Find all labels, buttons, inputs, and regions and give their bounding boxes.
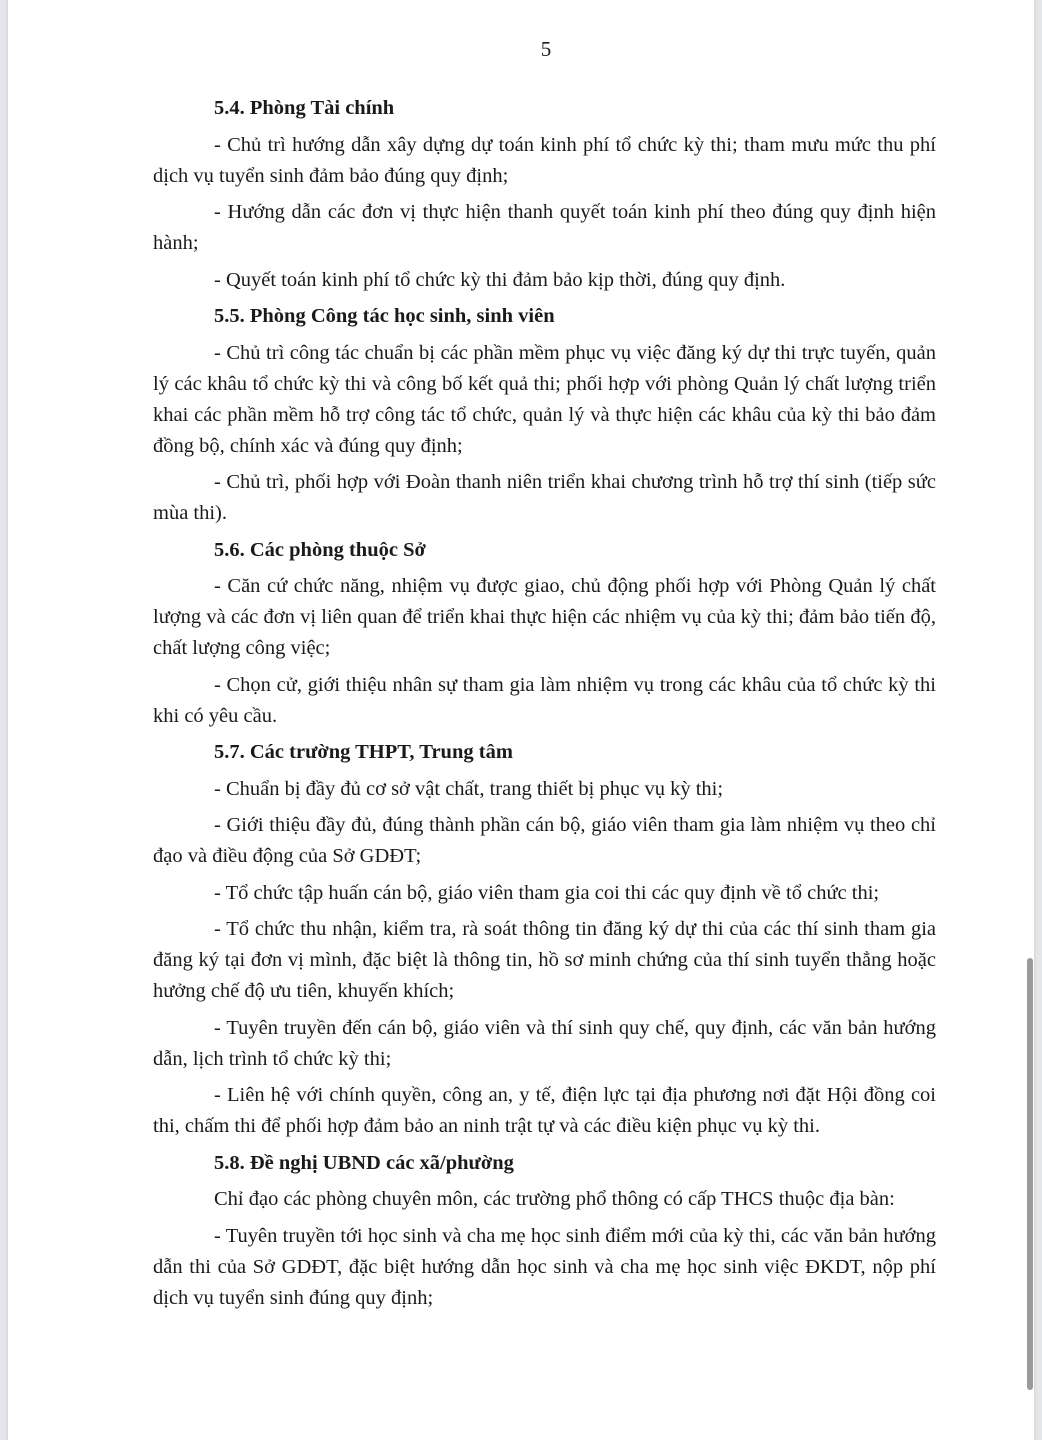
paragraph: - Chủ trì công tác chuẩn bị các phần mềm phục vụ việc đăng ký dự thi trực tuyến, quản lý các khâu tổ chức kỳ thi và công bố kết quả thi; phối hợp với phòng Quản lý chất lượng triển khai các phần mềm hỗ trợ công tác tổ chức, quản lý và thực hiện các khâu của kỳ thi bảo đảm đồng bộ, chính xác và đúng quy định;: [153, 341, 936, 457]
paragraph: - Chủ trì, phối hợp với Đoàn thanh niên triển khai chương trình hỗ trợ thí sinh (tiếp sức mùa thi).: [153, 471, 936, 524]
paragraph: - Tuyên truyền tới học sinh và cha mẹ học sinh điểm mới của kỳ thi, các văn bản hướng dẫn thi của Sở GDĐT, đặc biệt hướng dẫn học sinh và cha mẹ học sinh việc ĐKDT, nộp phí dịch vụ tuyển sinh đúng quy định;: [153, 1224, 936, 1309]
section-5-8: [153, 1148, 936, 1314]
scrollbar-thumb[interactable]: [1027, 958, 1033, 1390]
section-5-4: [153, 93, 936, 296]
paragraph: - Chọn cử, giới thiệu nhân sự tham gia làm nhiệm vụ trong các khâu của tổ chức kỳ thi khi có yêu cầu.: [153, 673, 936, 727]
paragraph: - Tổ chức tập huấn cán bộ, giáo viên tham gia coi thi các quy định về tổ chức thi;: [214, 881, 880, 904]
section-5-6: [153, 535, 936, 732]
paragraph: Chỉ đạo các phòng chuyên môn, các trường phổ thông có cấp THCS thuộc địa bàn:: [214, 1188, 895, 1210]
section-heading: 5.5. Phòng Công tác học sinh, sinh viên: [214, 305, 555, 327]
paragraph: - Liên hệ với chính quyền, công an, y tế, điện lực tại địa phương nơi đặt Hội đồng coi thi, chấm thi để phối hợp đảm bảo an ninh trật tự và các điều kiện phục vụ kỳ thi.: [153, 1084, 936, 1137]
section-heading: 5.8. Đề nghị UBND các xã/phường: [214, 1151, 514, 1174]
paragraph: - Quyết toán kinh phí tổ chức kỳ thi đảm bảo kịp thời, đúng quy định.: [214, 268, 786, 291]
page-number: 5: [540, 37, 552, 61]
paragraph: - Tuyên truyền đến cán bộ, giáo viên và thí sinh quy chế, quy định, các văn bản hướng dẫn, lịch trình tổ chức kỳ thi;: [153, 1016, 936, 1070]
paragraph: - Căn cứ chức năng, nhiệm vụ được giao, chủ động phối hợp với Phòng Quản lý chất lượng và các đơn vị liên quan để triển khai thực hiện các nhiệm vụ của kỳ thi; đảm bảo tiến độ, chất lượng công việc;: [153, 575, 936, 659]
paragraph: - Hướng dẫn các đơn vị thực hiện thanh quyết toán kinh phí theo đúng quy định hiện hành;: [153, 201, 936, 254]
paragraph: - Chủ trì hướng dẫn xây dựng dự toán kinh phí tổ chức kỳ thi; tham mưu mức thu phí dịch vụ tuyển sinh đảm bảo đúng quy định;: [153, 133, 936, 187]
paragraph: - Giới thiệu đầy đủ, đúng thành phần cán bộ, giáo viên tham gia làm nhiệm vụ theo chỉ đạo và điều động của Sở GDĐT;: [153, 814, 936, 867]
vertical-scrollbar[interactable]: [1026, 0, 1034, 1440]
section-5-7: [153, 737, 936, 1142]
paragraph: - Tổ chức thu nhận, kiểm tra, rà soát thông tin đăng ký dự thi của các thí sinh tham gia đăng ký tại đơn vị mình, đặc biệt là thông tin, hồ sơ minh chứng của thí sinh tuyển thẳng hoặc hưởng chế độ ưu tiên, khuyến khích;: [153, 918, 936, 1002]
section-5-5: [153, 301, 936, 529]
document-page: [8, 0, 1034, 1440]
section-heading: 5.7. Các trường THPT, Trung tâm: [214, 741, 513, 763]
section-heading: 5.4. Phòng Tài chính: [214, 97, 395, 119]
section-heading: 5.6. Các phòng thuộc Sở: [214, 538, 426, 561]
document-body: [153, 93, 936, 1319]
paragraph: - Chuẩn bị đầy đủ cơ sở vật chất, trang thiết bị phục vụ kỳ thi;: [214, 777, 724, 800]
